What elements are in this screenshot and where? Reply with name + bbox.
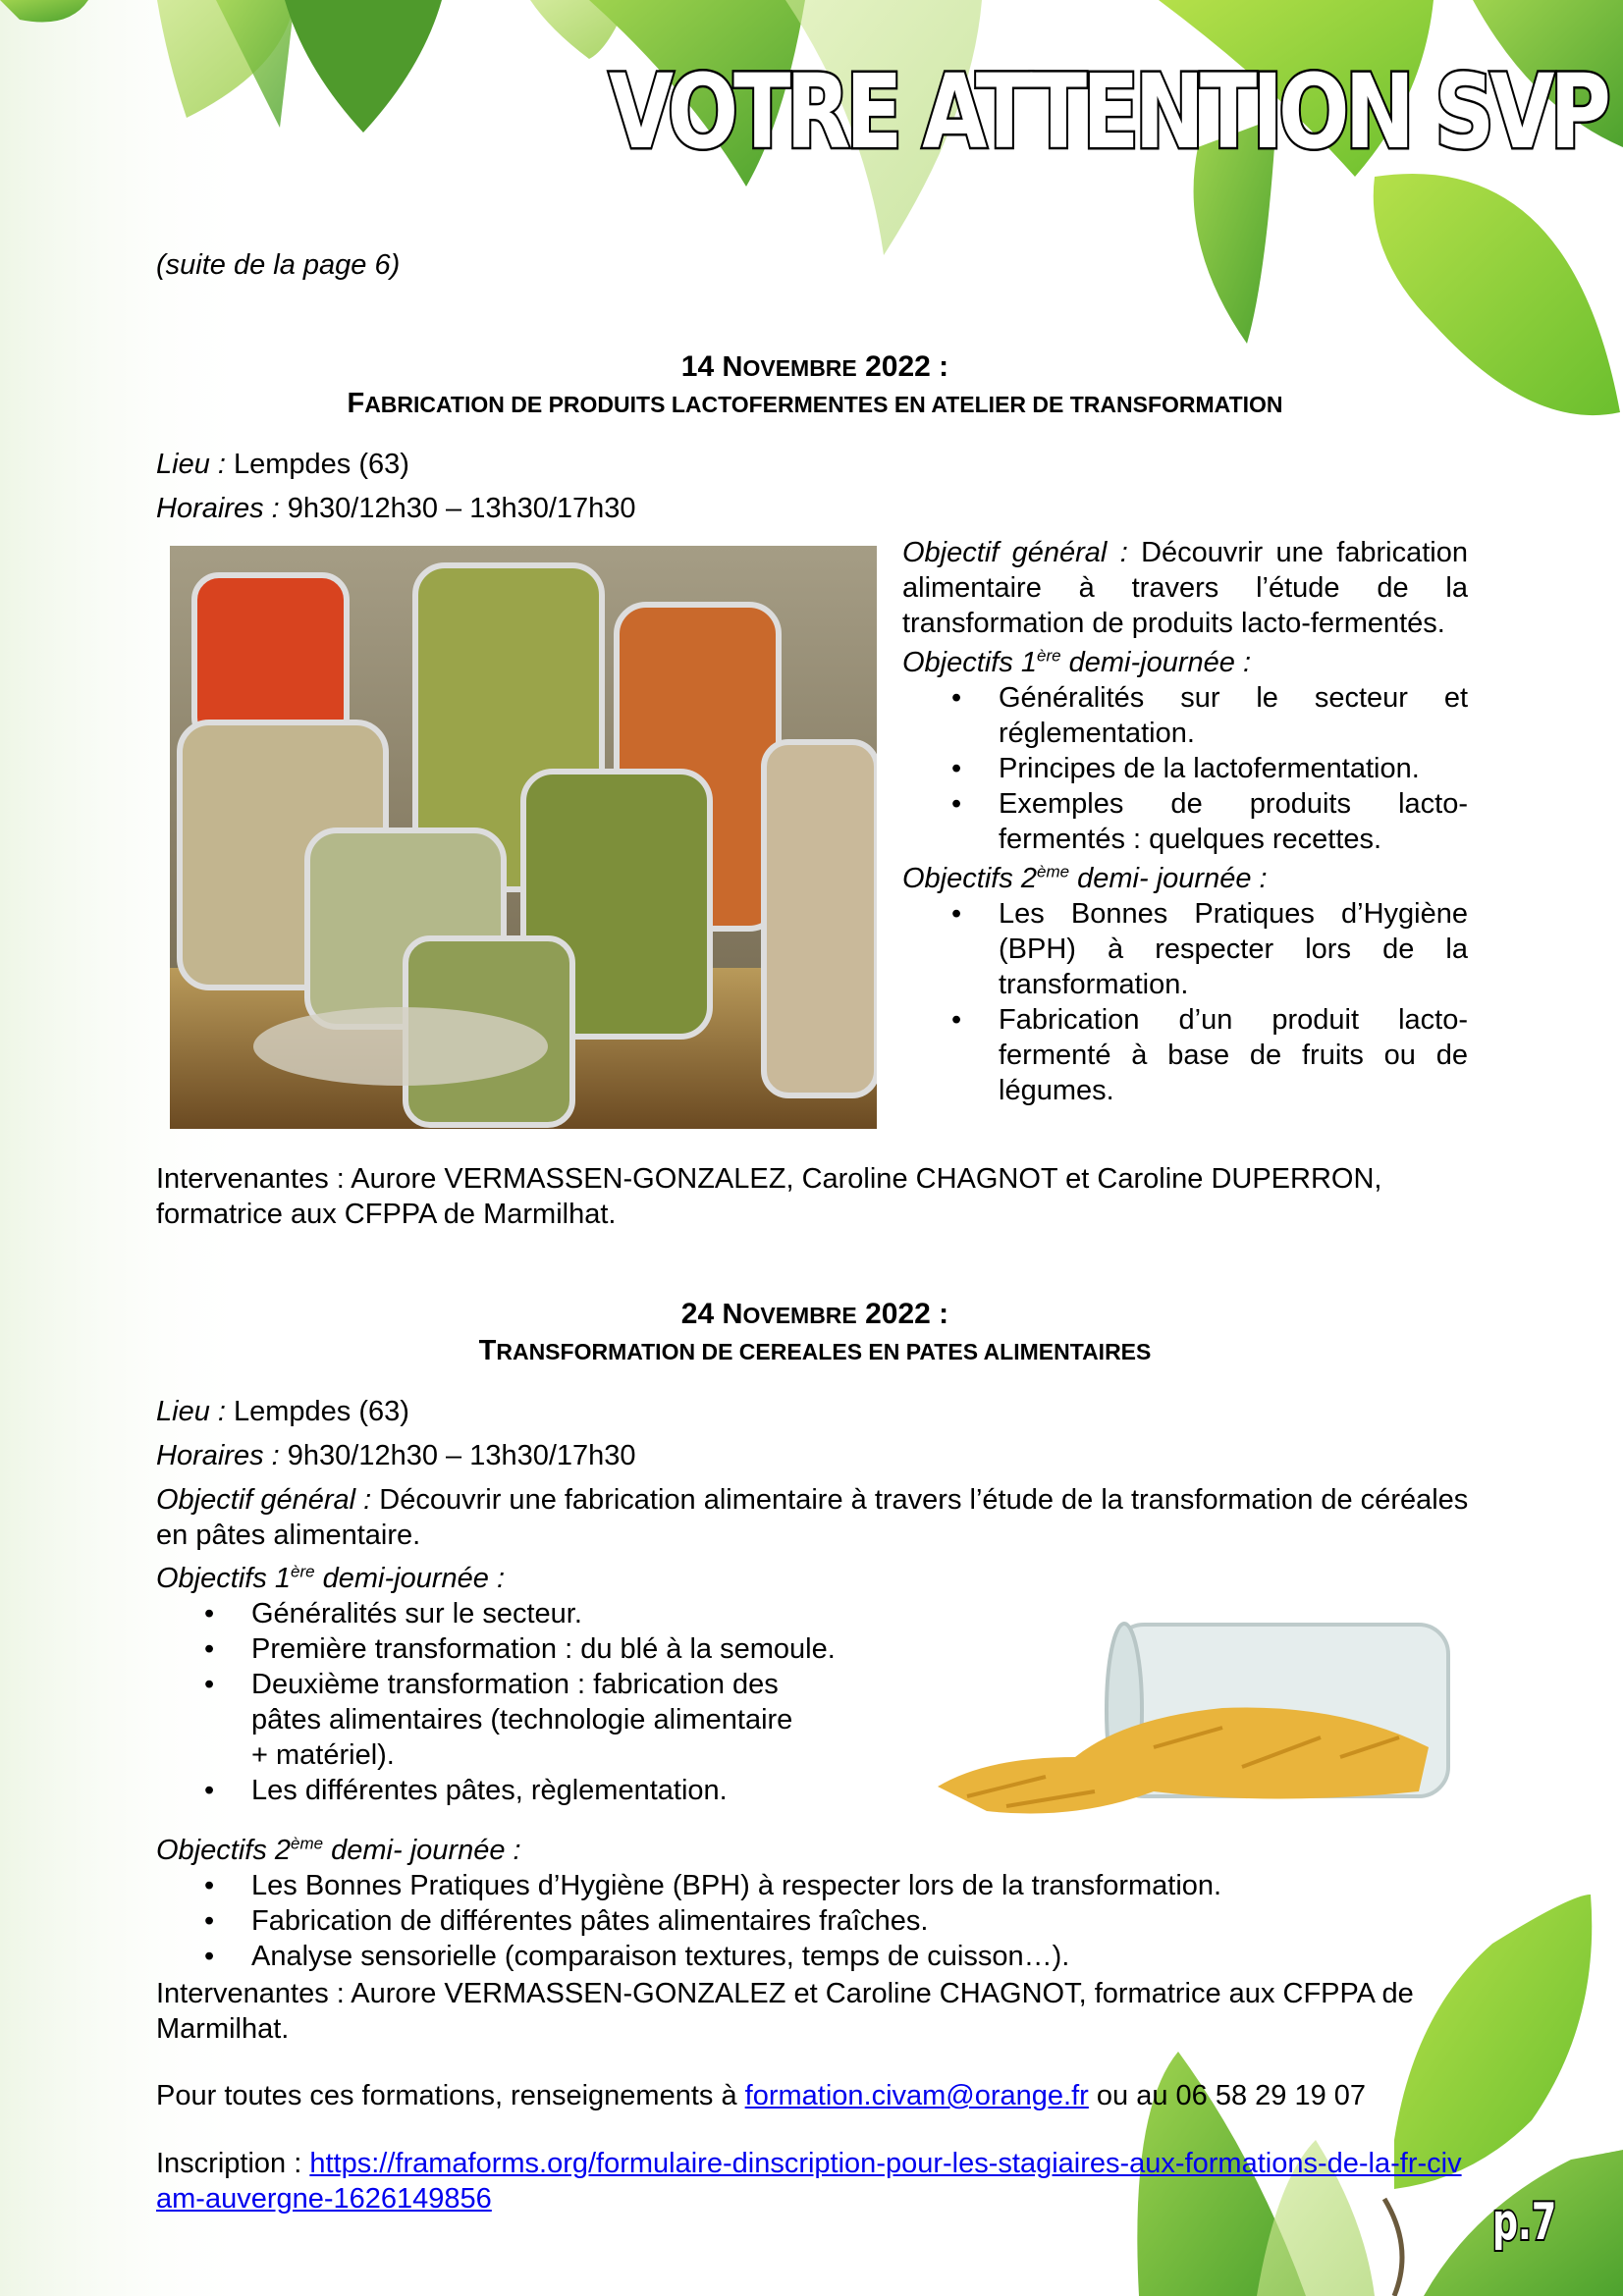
inscription-line — [156, 2146, 1472, 2216]
list-item — [204, 1868, 1472, 1903]
obj1-sup: ère — [1037, 646, 1061, 666]
list-item — [951, 896, 1468, 1002]
title-rest: RANSFORMATION DE CEREALES EN PATES ALIMENTAIRES — [496, 1339, 1152, 1364]
list-item-text: Les différentes pâtes, règlementation. — [251, 1775, 728, 1806]
date-month-initial: N — [722, 351, 743, 383]
jar-red — [194, 575, 347, 742]
contact-line — [156, 2078, 1366, 2113]
leaf-top-4 — [285, 0, 442, 133]
banner-title: VOTRE ATTENTION SVP — [609, 52, 1606, 172]
lieu-label: Lieu : — [156, 1396, 226, 1427]
session-2-heading — [147, 1298, 1483, 1367]
list-item — [951, 680, 1468, 751]
date-year: 2022 : — [865, 1298, 949, 1330]
bullet-icon: • — [951, 1004, 962, 1036]
plate — [253, 1007, 548, 1086]
list-item — [204, 1667, 801, 1773]
list-item-text: Fabrication d’un produit lacto-fermenté à base de fruits ou de légumes. — [999, 1004, 1468, 1106]
jar-right — [764, 742, 877, 1095]
bullet-icon: • — [204, 1941, 215, 1972]
list-item — [204, 1903, 1472, 1939]
obj2-list — [204, 1868, 1472, 1974]
session-2-lieu — [156, 1394, 409, 1429]
list-item-text: Principes de la lactofermentation. — [999, 753, 1420, 784]
contact-prefix: Pour toutes ces formations, renseignements à — [156, 2080, 745, 2111]
session-1-date — [147, 350, 1483, 384]
list-item-text: Généralités sur le secteur. — [251, 1598, 582, 1629]
date-year: 2022 : — [865, 350, 949, 383]
horaires-value: 9h30/12h30 – 13h30/17h30 — [279, 493, 636, 524]
date-month-rest: OVEMBRE — [742, 1303, 857, 1328]
obj2-list — [951, 896, 1468, 1108]
list-item-text: Les Bonnes Pratiques d’Hygiène (BPH) à respecter lors de la transformation. — [999, 898, 1468, 1000]
objectif-general-value: Découvrir une fabrication alimentaire à travers l’étude de la transformation de produits lacto-fermentés. — [902, 537, 1468, 639]
horaires-label: Horaires : — [156, 493, 280, 524]
bullet-icon: • — [204, 1598, 215, 1629]
session-1-heading — [147, 350, 1483, 420]
bullet-icon: • — [204, 1870, 215, 1901]
page-number: p.7 — [1492, 2193, 1557, 2252]
obj1-sup: ère — [291, 1562, 315, 1581]
bullet-icon: • — [204, 1633, 215, 1665]
obj2-sup: ème — [1037, 862, 1070, 881]
obj1-label-rest: demi-journée : — [314, 1563, 506, 1594]
objectif-general-value: Découvrir une fabrication alimentaire à travers l’étude de la transformation de céréales en pâtes alimentaire. — [156, 1484, 1469, 1551]
session-1-lieu — [156, 447, 409, 482]
obj1-label-rest: demi-journée : — [1060, 647, 1252, 678]
contact-phone: ou au 06 58 29 19 07 — [1088, 2080, 1367, 2111]
obj2-label-rest: demi- journée : — [323, 1835, 521, 1866]
contact-email-link[interactable]: formation.civam@orange.fr — [744, 2080, 1089, 2111]
list-item-text: Deuxième transformation : fabrication des pâtes alimentaires (technologie alimentaire + matériel). — [251, 1669, 793, 1771]
list-item-text: Fabrication de différentes pâtes alimentaires fraîches. — [251, 1905, 929, 1937]
list-item-text: Analyse sensorielle (comparaison textures, temps de cuisson…). — [251, 1941, 1070, 1972]
lieu-value: Lempdes (63) — [225, 1396, 409, 1427]
lieu-label: Lieu : — [156, 449, 226, 480]
list-item — [204, 1939, 1472, 1974]
horaires-value: 9h30/12h30 – 13h30/17h30 — [279, 1440, 636, 1471]
session-1-objectives — [902, 535, 1468, 1108]
list-item-text: Exemples de produits lacto-fermentés : quelques recettes. — [999, 788, 1468, 855]
session-2-objectif-general — [156, 1482, 1472, 1553]
obj1-label — [156, 1561, 902, 1596]
list-item — [951, 786, 1468, 857]
bullet-icon: • — [951, 788, 962, 820]
session-1-title — [147, 388, 1483, 420]
date-day: 24 — [680, 1298, 715, 1330]
horaires-label: Horaires : — [156, 1440, 280, 1471]
list-item — [204, 1773, 899, 1808]
objectif-general-label: Objectif général : — [156, 1484, 372, 1516]
obj1-label — [902, 645, 1468, 680]
session-2-intervenantes: Intervenantes : Aurore VERMASSEN-GONZALEZ et Caroline CHAGNOT, formatrice aux CFPPA de Marmilhat. — [156, 1978, 1414, 2045]
bullet-icon: • — [951, 753, 962, 784]
list-item-text: Première transformation : du blé à la semoule. — [251, 1633, 836, 1665]
fermented-jars-photo — [170, 546, 877, 1129]
obj2-sup: ème — [291, 1834, 324, 1853]
bullet-icon: • — [951, 898, 962, 930]
obj1-label-text: Objectifs 1 — [902, 647, 1037, 678]
pasta-jar-photo — [928, 1610, 1458, 1821]
continuation-note: (suite de la page 6) — [156, 249, 401, 281]
bullet-icon: • — [204, 1775, 215, 1806]
bullet-icon: • — [204, 1905, 215, 1937]
list-item — [204, 1631, 899, 1667]
obj2-label-rest: demi- journée : — [1069, 863, 1268, 894]
list-item — [951, 751, 1468, 786]
session-2-title — [147, 1335, 1483, 1367]
bullet-icon: • — [204, 1669, 215, 1700]
inscription-link[interactable]: https://framaforms.org/formulaire-dinscription-pour-les-stagiaires-aux-formations-de-la-fr-civam-auvergne-1626149856 — [156, 2148, 1462, 2215]
date-month-rest: OVEMBRE — [742, 355, 857, 381]
objectif-general-label: Objectif général : — [902, 537, 1128, 568]
session-1-horaires — [156, 491, 636, 526]
objectif-general — [902, 535, 1468, 641]
list-item — [951, 1002, 1468, 1108]
date-month-initial: N — [722, 1299, 743, 1330]
obj2-label-text: Objectifs 2 — [902, 863, 1037, 894]
obj2-label — [902, 861, 1468, 896]
title-rest: ABRICATION DE PRODUITS LACTOFERMENTES EN ATELIER DE TRANSFORMATION — [364, 392, 1283, 417]
bullet-icon: • — [951, 682, 962, 714]
title-initial: T — [478, 1335, 497, 1366]
obj2-label — [156, 1833, 1472, 1868]
list-item — [204, 1596, 899, 1631]
lieu-value: Lempdes (63) — [225, 449, 409, 480]
obj1-list — [204, 1596, 899, 1808]
obj1-list — [951, 680, 1468, 857]
obj1-label-text: Objectifs 1 — [156, 1563, 291, 1594]
date-day: 14 — [680, 350, 715, 383]
session-2-objectives-2 — [156, 1833, 1472, 2047]
list-item-text: Les Bonnes Pratiques d’Hygiène (BPH) à respecter lors de la transformation. — [251, 1870, 1222, 1901]
obj2-label-text: Objectifs 2 — [156, 1835, 291, 1866]
inscription-label: Inscription : — [156, 2148, 310, 2179]
session-2-objectives — [156, 1561, 902, 1808]
session-1-intervenantes: Intervenantes : Aurore VERMASSEN-GONZALEZ, Caroline CHAGNOT et Caroline DUPERRON, formatrice aux CFPPA de Marmilhat. — [156, 1163, 1382, 1230]
list-item-text: Généralités sur le secteur et réglementation. — [999, 682, 1468, 749]
title-initial: F — [347, 388, 365, 419]
session-2-horaires — [156, 1438, 636, 1473]
session-2-date — [147, 1298, 1483, 1331]
